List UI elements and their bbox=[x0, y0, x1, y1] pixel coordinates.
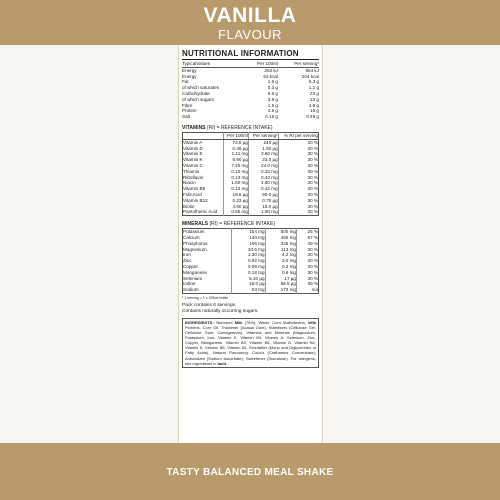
ingredients-allergen: Milk bbox=[308, 319, 316, 325]
mineral-row-cell: 30 % bbox=[307, 269, 318, 275]
vitamin-row-cell: Thiamin bbox=[183, 169, 224, 175]
mineral-row-cell: 30 % bbox=[307, 252, 318, 258]
vitamin-row-cell: 24.0 mg bbox=[248, 163, 278, 169]
mineral-row-cell: 0.6 mg bbox=[265, 270, 296, 276]
mineral-row-cell: Manganese bbox=[183, 270, 232, 276]
vitamins-col-serving: Per serving¹ bbox=[248, 132, 278, 139]
vitamin-row-cell: 30 % bbox=[307, 139, 318, 145]
vitamin-row-cell: 30 % bbox=[307, 157, 318, 163]
mineral-row-cell: 173 mg bbox=[265, 287, 296, 293]
vitamin-row-cell: 30 % bbox=[307, 151, 318, 157]
vitamins-col-per100: Per 100ml bbox=[223, 132, 248, 139]
vitamin-row-cell: 1.80 mg bbox=[248, 209, 278, 215]
ingredients-allergen: bold bbox=[217, 360, 226, 366]
vitamins-col-name bbox=[183, 132, 224, 139]
nutrition-row-cell: of which sugars bbox=[182, 96, 214, 102]
mineral-row-cell: 57 % bbox=[307, 234, 318, 240]
vitamin-row-cell: 73.8 µg bbox=[223, 139, 248, 145]
pack-sugars: Contains naturally occurring sugars. bbox=[182, 308, 259, 314]
mineral-row-cell: 30 % bbox=[307, 263, 318, 269]
vitamin-row-cell: 1.50 mg bbox=[223, 180, 248, 186]
pack-servings: Pack contains 6 servings. bbox=[182, 302, 237, 308]
nutrition-row-cell: 5.3 g bbox=[308, 79, 319, 85]
minerals-ri-note: (RI) = REFERENCE INTAKE) bbox=[209, 221, 276, 228]
vitamin-row-cell: Vitamin K bbox=[183, 157, 224, 163]
mineral-row-cell: 30 % bbox=[307, 246, 318, 252]
mineral-row-cell: Iron bbox=[183, 252, 232, 258]
title-rule bbox=[182, 59, 319, 60]
ingredients-box bbox=[182, 318, 319, 368]
vitamin-row-cell: FolicAcid bbox=[183, 192, 224, 198]
vitamin-row-cell: 30 % bbox=[307, 168, 318, 174]
nutrition-row-cell: 22 g bbox=[310, 90, 319, 96]
vitamins-table bbox=[182, 132, 319, 216]
vitamin-row-cell: 4.60 µg bbox=[223, 204, 248, 210]
vitamin-row-cell: 1.11 mg bbox=[223, 151, 248, 157]
mineral-row-cell: 113 mg bbox=[265, 247, 296, 253]
vitamin-row-cell: 4.80 mg bbox=[248, 180, 278, 186]
mineral-row-cell: Sodium bbox=[183, 287, 232, 293]
vitamin-row-cell: 0.13 mg bbox=[223, 186, 248, 192]
vitamin-row-cell: 30 % bbox=[307, 209, 318, 215]
vitamin-row-cell: Niacin bbox=[183, 180, 224, 186]
nutrition-row-cell: 13 g bbox=[310, 96, 319, 102]
nutrition-row-cell: 0.48 g bbox=[306, 114, 319, 120]
mineral-row-cell: 0.3 mg bbox=[265, 264, 296, 270]
vitamin-row-cell: 23.0 µg bbox=[248, 157, 278, 163]
vitamin-row-cell: Vitamin B6 bbox=[183, 186, 224, 192]
nutrition-row-cell: 3.9 g bbox=[267, 96, 278, 102]
mineral-row-cell: 49 % bbox=[307, 240, 318, 246]
vitamin-row-cell: 15.0 µg bbox=[248, 204, 278, 210]
nutrition-row-cell: Carbohydrate bbox=[182, 90, 210, 96]
flavour-subtitle: FLAVOUR bbox=[218, 27, 282, 42]
mineral-row-cell: 17 µg bbox=[265, 276, 296, 282]
vitamin-row-cell: 0.75 µg bbox=[248, 198, 278, 204]
flavour-title: VANILLA bbox=[203, 4, 297, 27]
mineral-row-cell: 5.10 µg bbox=[231, 276, 265, 282]
nutrition-row-cell: 4.6 g bbox=[267, 108, 278, 114]
nutrition-row-cell: Fat bbox=[182, 79, 189, 85]
mineral-row-cell: 53 mg bbox=[231, 287, 265, 293]
mineral-row-cell: 58.5 µg bbox=[265, 281, 296, 287]
nutrition-row-cell: Salt bbox=[182, 114, 190, 120]
vitamin-row-cell: 0.13 mg bbox=[223, 175, 248, 181]
vitamin-row-cell: 30 % bbox=[307, 162, 318, 168]
mineral-row-cell: 30 % bbox=[307, 258, 318, 264]
mineral-row bbox=[183, 287, 319, 293]
mineral-row-cell: Calcium bbox=[183, 235, 232, 241]
nutrition-col-typical: TypicalValues bbox=[182, 61, 243, 67]
nutrition-row-cell: 204 kcal bbox=[301, 73, 319, 79]
vitamin-row-cell: 240 µg bbox=[248, 139, 278, 145]
vitamins-header-row bbox=[183, 132, 319, 139]
ingredients-text: Proteins, Corn Oil, Thickener (Acacia Gum), Stabilisers (Cellulose Gel, Cellulose Gum, Carrageenan), Vitamins and Minerals (Magnesium, Potassium, Iron, Vitamin E, Vitamin B3, Vitamin A, Selenium, Zinc, Copper, Manganese, Vitamin B5, Vitamin B6, Vitamin D, Vitamin B2, Vitamin K, Vitamin B8, Vitamin B1, Emulsifier (Mono and Diglycerides of Fatty Acids), Natural Flavouring, Colour (Carthamus Concentrate), Antioxidant (Sodium Ascorbate), Sweetener (Sucralose). For allergens, see ingredients in bbox=[185, 324, 316, 366]
vitamin-row-cell: Vitamin B12 bbox=[183, 198, 224, 204]
nutrition-table bbox=[182, 61, 319, 120]
vitamin-row-cell: Vitamin D bbox=[183, 146, 224, 152]
vitamin-row-cell: 0.10 mg bbox=[223, 169, 248, 175]
vitamin-row-cell: Vitamin E bbox=[183, 151, 224, 157]
mineral-row-cell: 154 mg bbox=[231, 229, 265, 235]
ingredients-text: . bbox=[225, 360, 228, 366]
nutrition-row-cell: 1.6 g bbox=[267, 79, 278, 85]
vitamin-row-cell: Vitamin C bbox=[183, 163, 224, 169]
nutrition-row-cell: Energy bbox=[182, 67, 197, 73]
nutrition-row-cell: 15 g bbox=[310, 108, 319, 114]
ingredients-label: INGREDIENTS: bbox=[185, 319, 214, 325]
mineral-row-cell: 1.30 mg bbox=[231, 252, 265, 258]
vitamin-row-cell: 0.33 mg bbox=[248, 169, 278, 175]
vitamin-row-cell: 7.40 mg bbox=[223, 163, 248, 169]
vitamins-heading bbox=[182, 125, 319, 131]
nutrition-row-cell: 0.15 g bbox=[265, 114, 278, 120]
nutrition-row-cell: Fibre bbox=[182, 102, 193, 108]
ingredients-text: Skimmed bbox=[213, 319, 235, 325]
mineral-row-cell: Zinc bbox=[183, 258, 232, 264]
minerals-heading bbox=[182, 221, 319, 227]
mineral-row-cell: 345 mg bbox=[265, 241, 296, 247]
vitamin-row-cell: 1.50 µg bbox=[248, 146, 278, 152]
vitamin-row-cell: Riboflavin bbox=[183, 175, 224, 181]
mineral-row-cell: Phosphorus bbox=[183, 241, 232, 247]
nutrition-row-cell: 854 kJ bbox=[305, 67, 319, 73]
nutrition-col-serving: Per serving¹ bbox=[278, 61, 319, 67]
mineral-row-cell: 34.6 mg bbox=[231, 247, 265, 253]
minerals-table bbox=[182, 228, 319, 294]
mineral-row-cell: Copper bbox=[183, 264, 232, 270]
vitamins-body bbox=[183, 139, 319, 215]
nutrition-label-panel bbox=[178, 45, 323, 443]
nutrition-row-cell: Protein bbox=[182, 108, 197, 114]
nutrition-col-per100: Per 100ml bbox=[243, 61, 278, 67]
vitamin-row-cell: Biotin bbox=[183, 204, 224, 210]
nutrition-row-cell: 0.3 g bbox=[267, 85, 278, 91]
vitamin-row-cell: 30 % bbox=[307, 191, 318, 197]
mineral-row-cell: 0.18 mg bbox=[231, 270, 265, 276]
nutrition-row-cell: Energy bbox=[182, 73, 197, 79]
mineral-row-cell: 3.0 mg bbox=[265, 258, 296, 264]
minerals-body bbox=[183, 229, 319, 294]
mineral-row-cell: 18.0 µg bbox=[231, 281, 265, 287]
nutrition-row-cell: 4.9 g bbox=[308, 102, 319, 108]
nutrition-row-cell: 1.5 g bbox=[267, 102, 278, 108]
vitamin-row-cell: 0.42 mg bbox=[248, 175, 278, 181]
vitamin-row-cell: 30 % bbox=[307, 186, 318, 192]
mineral-row-cell: 30 % bbox=[307, 275, 318, 281]
vitamin-row bbox=[183, 209, 319, 215]
vitamins-ri-note: (RI) = REFERENCE INTAKE) bbox=[206, 124, 273, 131]
vitamin-row-cell: 3.60 mg bbox=[248, 151, 278, 157]
nutrition-title: NUTRITIONAL INFORMATION bbox=[182, 49, 299, 58]
vitamin-row-cell: 30 % bbox=[307, 145, 318, 151]
mineral-row-cell: Selenium bbox=[183, 276, 232, 282]
mineral-row-cell: Iodine bbox=[183, 281, 232, 287]
mineral-row-cell: 140 mg bbox=[231, 235, 265, 241]
mineral-row-cell: n/a bbox=[311, 287, 318, 293]
vitamin-row-cell: 0.42 mg bbox=[248, 186, 278, 192]
nutrition-row-cell: 63 kcal bbox=[263, 73, 278, 79]
serving-footnote: ¹ 1 serving = 1 x 325ml bottle bbox=[182, 295, 229, 300]
ingredients-allergen: Milk bbox=[234, 319, 243, 325]
nutrition-row-cell: 1.1 g bbox=[308, 85, 319, 91]
vitamin-row-cell: 30 % bbox=[307, 197, 318, 203]
vitamin-row-cell: 30 % bbox=[307, 174, 318, 180]
footer-tagline: TASTY BALANCED MEAL SHAKE bbox=[166, 467, 334, 478]
mineral-row-cell: Magnesium bbox=[183, 247, 232, 253]
vitamin-row-cell: Vitamin A bbox=[183, 139, 224, 145]
ingredients-text: (78%), Water, Corn Maltodextrin, bbox=[242, 319, 309, 325]
vitamin-row-cell: Pantothenic Acid bbox=[183, 209, 224, 215]
vitamin-row-cell: 0.46 µg bbox=[223, 146, 248, 152]
mineral-row-cell: 500 mg bbox=[265, 229, 296, 235]
mineral-row-cell: 4.2 mg bbox=[265, 252, 296, 258]
mineral-row-cell: 0.09 mg bbox=[231, 264, 265, 270]
vitamin-row-cell: 0.55 mg bbox=[223, 209, 248, 215]
mineral-row-cell: 39 % bbox=[307, 281, 318, 287]
mineral-row-cell: 25 % bbox=[307, 229, 318, 235]
mineral-row-cell: 455 mg bbox=[265, 235, 296, 241]
header-band bbox=[0, 0, 500, 45]
nutrition-row-cell: 6.6 g bbox=[267, 90, 278, 96]
mineral-row-cell: 0.92 mg bbox=[231, 258, 265, 264]
minerals-title: MINERALS bbox=[182, 221, 209, 228]
vitamin-row-cell: 6.90 µg bbox=[223, 157, 248, 163]
vitamin-row-cell: 30 % bbox=[307, 180, 318, 186]
vitamin-row-cell: 18.5 µg bbox=[223, 192, 248, 198]
mineral-row-cell: 106 mg bbox=[231, 241, 265, 247]
nutrition-row-cell: 263 kJ bbox=[264, 67, 278, 73]
pack-info bbox=[182, 303, 319, 315]
vitamins-title: VITAMINS bbox=[182, 124, 206, 131]
vitamin-row-cell: 60.0 µg bbox=[248, 192, 278, 198]
nutrition-row-cell: of which saturates bbox=[182, 85, 220, 91]
vitamin-row-cell: 30 % bbox=[307, 203, 318, 209]
mineral-row-cell: Potassium bbox=[183, 229, 232, 235]
nutrition-body bbox=[182, 67, 319, 120]
vitamin-row-cell: 0.23 µg bbox=[223, 198, 248, 204]
vitamins-col-ri: % RI per serving bbox=[278, 132, 318, 139]
